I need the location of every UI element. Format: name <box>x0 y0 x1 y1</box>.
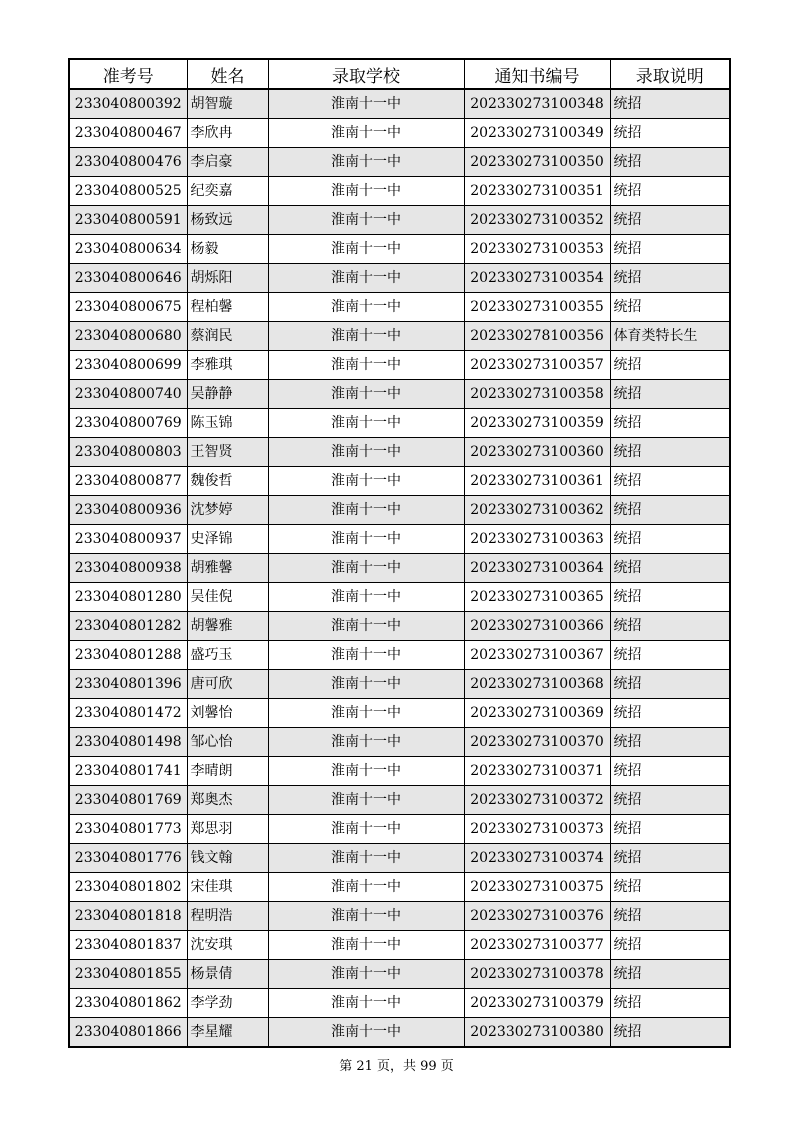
admission-note-cell: 统招 <box>610 786 730 815</box>
exam-number-cell: 233040801280 <box>69 583 187 612</box>
admission-note-cell: 统招 <box>610 235 730 264</box>
school-cell: 淮南十一中 <box>268 525 464 554</box>
exam-number-cell: 233040800675 <box>69 293 187 322</box>
school-cell: 淮南十一中 <box>268 612 464 641</box>
exam-number-cell: 233040800646 <box>69 264 187 293</box>
exam-number-cell: 233040800476 <box>69 148 187 177</box>
school-cell: 淮南十一中 <box>268 670 464 699</box>
school-cell: 淮南十一中 <box>268 293 464 322</box>
name-cell: 胡馨雅 <box>187 612 268 641</box>
table-row <box>69 235 730 264</box>
name-cell: 邹心怡 <box>187 728 268 757</box>
notice-number-cell: 202330273100349 <box>464 119 610 148</box>
school-cell: 淮南十一中 <box>268 641 464 670</box>
admission-note-cell: 统招 <box>610 989 730 1018</box>
school-cell: 淮南十一中 <box>268 902 464 931</box>
school-cell: 淮南十一中 <box>268 960 464 989</box>
exam-number-cell: 233040801866 <box>69 1018 187 1048</box>
notice-number-cell: 202330273100363 <box>464 525 610 554</box>
name-cell: 杨毅 <box>187 235 268 264</box>
notice-number-cell: 202330273100358 <box>464 380 610 409</box>
notice-number-cell: 202330273100380 <box>464 1018 610 1048</box>
name-cell: 蔡润民 <box>187 322 268 351</box>
school-cell: 淮南十一中 <box>268 380 464 409</box>
exam-number-cell: 233040801498 <box>69 728 187 757</box>
school-cell: 淮南十一中 <box>268 351 464 380</box>
notice-number-cell: 202330273100351 <box>464 177 610 206</box>
table-row <box>69 757 730 786</box>
school-cell: 淮南十一中 <box>268 148 464 177</box>
name-cell: 陈玉锦 <box>187 409 268 438</box>
exam-number-cell: 233040800877 <box>69 467 187 496</box>
school-cell: 淮南十一中 <box>268 235 464 264</box>
header-admission-note: 录取说明 <box>610 59 730 89</box>
exam-number-cell: 233040801769 <box>69 786 187 815</box>
table-row <box>69 844 730 873</box>
table-row <box>69 177 730 206</box>
admission-note-cell: 统招 <box>610 815 730 844</box>
notice-number-cell: 202330273100361 <box>464 467 610 496</box>
school-cell: 淮南十一中 <box>268 815 464 844</box>
exam-number-cell: 233040800936 <box>69 496 187 525</box>
notice-number-cell: 202330273100359 <box>464 409 610 438</box>
admission-note-cell: 统招 <box>610 380 730 409</box>
name-cell: 钱文翰 <box>187 844 268 873</box>
school-cell: 淮南十一中 <box>268 989 464 1018</box>
table-row <box>69 351 730 380</box>
table-row <box>69 525 730 554</box>
table-row <box>69 554 730 583</box>
header-admitted-school: 录取学校 <box>268 59 464 89</box>
exam-number-cell: 233040801862 <box>69 989 187 1018</box>
admission-note-cell: 体育类特长生 <box>610 322 730 351</box>
name-cell: 盛巧玉 <box>187 641 268 670</box>
admission-note-cell: 统招 <box>610 409 730 438</box>
notice-number-cell: 202330273100374 <box>464 844 610 873</box>
admission-note-cell: 统招 <box>610 525 730 554</box>
table-row <box>69 1018 730 1048</box>
notice-number-cell: 202330273100350 <box>464 148 610 177</box>
table-row <box>69 322 730 351</box>
table-row <box>69 496 730 525</box>
school-cell: 淮南十一中 <box>268 322 464 351</box>
notice-number-cell: 202330273100367 <box>464 641 610 670</box>
exam-number-cell: 233040801396 <box>69 670 187 699</box>
admission-note-cell: 统招 <box>610 873 730 902</box>
school-cell: 淮南十一中 <box>268 177 464 206</box>
exam-number-cell: 233040800634 <box>69 235 187 264</box>
name-cell: 程明浩 <box>187 902 268 931</box>
name-cell: 唐可欣 <box>187 670 268 699</box>
name-cell: 李晴朗 <box>187 757 268 786</box>
notice-number-cell: 202330273100360 <box>464 438 610 467</box>
exam-number-cell: 233040801776 <box>69 844 187 873</box>
admission-note-cell: 统招 <box>610 119 730 148</box>
name-cell: 李欣冉 <box>187 119 268 148</box>
admission-note-cell: 统招 <box>610 641 730 670</box>
name-cell: 郑奥杰 <box>187 786 268 815</box>
exam-number-cell: 233040800467 <box>69 119 187 148</box>
school-cell: 淮南十一中 <box>268 206 464 235</box>
school-cell: 淮南十一中 <box>268 438 464 467</box>
admission-note-cell: 统招 <box>610 264 730 293</box>
exam-number-cell: 233040801773 <box>69 815 187 844</box>
name-cell: 王智贤 <box>187 438 268 467</box>
school-cell: 淮南十一中 <box>268 873 464 902</box>
exam-number-cell: 233040800591 <box>69 206 187 235</box>
admission-note-cell: 统招 <box>610 351 730 380</box>
table-row <box>69 873 730 902</box>
exam-number-cell: 233040800803 <box>69 438 187 467</box>
table-row <box>69 438 730 467</box>
name-cell: 李启豪 <box>187 148 268 177</box>
table-row <box>69 641 730 670</box>
school-cell: 淮南十一中 <box>268 264 464 293</box>
name-cell: 吴静静 <box>187 380 268 409</box>
table-row <box>69 583 730 612</box>
notice-number-cell: 202330273100353 <box>464 235 610 264</box>
exam-number-cell: 233040800938 <box>69 554 187 583</box>
page-footer: 第 21 页，共 99 页 <box>339 1059 454 1074</box>
table-row <box>69 206 730 235</box>
notice-number-cell: 202330273100362 <box>464 496 610 525</box>
notice-number-cell: 202330273100377 <box>464 931 610 960</box>
name-cell: 宋佳琪 <box>187 873 268 902</box>
notice-number-cell: 202330273100370 <box>464 728 610 757</box>
table-row <box>69 293 730 322</box>
admission-note-cell: 统招 <box>610 612 730 641</box>
school-cell: 淮南十一中 <box>268 786 464 815</box>
name-cell: 胡智璇 <box>187 89 268 119</box>
school-cell: 淮南十一中 <box>268 409 464 438</box>
admission-note-cell: 统招 <box>610 902 730 931</box>
school-cell: 淮南十一中 <box>268 844 464 873</box>
notice-number-cell: 202330273100348 <box>464 89 610 119</box>
notice-number-cell: 202330273100365 <box>464 583 610 612</box>
header-name: 姓名 <box>187 59 268 89</box>
admission-note-cell: 统招 <box>610 467 730 496</box>
admission-note-cell: 统招 <box>610 931 730 960</box>
name-cell: 沈安琪 <box>187 931 268 960</box>
admission-note-cell: 统招 <box>610 1018 730 1048</box>
admission-note-cell: 统招 <box>610 496 730 525</box>
exam-number-cell: 233040801282 <box>69 612 187 641</box>
school-cell: 淮南十一中 <box>268 1018 464 1048</box>
table-row <box>69 119 730 148</box>
name-cell: 郑思羽 <box>187 815 268 844</box>
notice-number-cell: 202330273100352 <box>464 206 610 235</box>
table-row <box>69 786 730 815</box>
notice-number-cell: 202330273100376 <box>464 902 610 931</box>
name-cell: 刘馨怡 <box>187 699 268 728</box>
notice-number-cell: 202330273100357 <box>464 351 610 380</box>
name-cell: 胡雅馨 <box>187 554 268 583</box>
admission-note-cell: 统招 <box>610 89 730 119</box>
exam-number-cell: 233040801472 <box>69 699 187 728</box>
notice-number-cell: 202330273100364 <box>464 554 610 583</box>
admission-note-cell: 统招 <box>610 670 730 699</box>
exam-number-cell: 233040800525 <box>69 177 187 206</box>
table-row <box>69 380 730 409</box>
exam-number-cell: 233040801818 <box>69 902 187 931</box>
school-cell: 淮南十一中 <box>268 757 464 786</box>
admission-note-cell: 统招 <box>610 583 730 612</box>
school-cell: 淮南十一中 <box>268 728 464 757</box>
notice-number-cell: 202330273100378 <box>464 960 610 989</box>
name-cell: 程柏馨 <box>187 293 268 322</box>
name-cell: 杨致远 <box>187 206 268 235</box>
admission-table <box>68 58 731 1048</box>
notice-number-cell: 202330273100372 <box>464 786 610 815</box>
notice-number-cell: 202330273100368 <box>464 670 610 699</box>
admission-note-cell: 统招 <box>610 206 730 235</box>
admission-note-cell: 统招 <box>610 438 730 467</box>
name-cell: 沈梦婷 <box>187 496 268 525</box>
school-cell: 淮南十一中 <box>268 467 464 496</box>
exam-number-cell: 233040801288 <box>69 641 187 670</box>
name-cell: 李学劲 <box>187 989 268 1018</box>
exam-number-cell: 233040800699 <box>69 351 187 380</box>
table-row <box>69 89 730 119</box>
table-row <box>69 148 730 177</box>
school-cell: 淮南十一中 <box>268 554 464 583</box>
admission-note-cell: 统招 <box>610 554 730 583</box>
table-header-row <box>69 59 730 89</box>
table-row <box>69 960 730 989</box>
name-cell: 李星耀 <box>187 1018 268 1048</box>
table-row <box>69 902 730 931</box>
school-cell: 淮南十一中 <box>268 583 464 612</box>
exam-number-cell: 233040800937 <box>69 525 187 554</box>
name-cell: 魏俊哲 <box>187 467 268 496</box>
notice-number-cell: 202330278100356 <box>464 322 610 351</box>
admission-note-cell: 统招 <box>610 728 730 757</box>
header-exam-number: 准考号 <box>69 59 187 89</box>
notice-number-cell: 202330273100371 <box>464 757 610 786</box>
name-cell: 李雅琪 <box>187 351 268 380</box>
notice-number-cell: 202330273100355 <box>464 293 610 322</box>
school-cell: 淮南十一中 <box>268 496 464 525</box>
school-cell: 淮南十一中 <box>268 931 464 960</box>
name-cell: 胡烁阳 <box>187 264 268 293</box>
exam-number-cell: 233040801802 <box>69 873 187 902</box>
exam-number-cell: 233040800392 <box>69 89 187 119</box>
exam-number-cell: 233040801855 <box>69 960 187 989</box>
admission-note-cell: 统招 <box>610 960 730 989</box>
table-row <box>69 699 730 728</box>
name-cell: 纪奕嘉 <box>187 177 268 206</box>
exam-number-cell: 233040800769 <box>69 409 187 438</box>
table-row <box>69 264 730 293</box>
admission-note-cell: 统招 <box>610 293 730 322</box>
notice-number-cell: 202330273100373 <box>464 815 610 844</box>
name-cell: 吴佳倪 <box>187 583 268 612</box>
admission-note-cell: 统招 <box>610 177 730 206</box>
header-notice-number: 通知书编号 <box>464 59 610 89</box>
exam-number-cell: 233040800740 <box>69 380 187 409</box>
admission-note-cell: 统招 <box>610 844 730 873</box>
notice-number-cell: 202330273100379 <box>464 989 610 1018</box>
table-row <box>69 931 730 960</box>
school-cell: 淮南十一中 <box>268 119 464 148</box>
notice-number-cell: 202330273100369 <box>464 699 610 728</box>
table-row <box>69 989 730 1018</box>
name-cell: 史泽锦 <box>187 525 268 554</box>
table-row <box>69 728 730 757</box>
admission-note-cell: 统招 <box>610 757 730 786</box>
school-cell: 淮南十一中 <box>268 699 464 728</box>
exam-number-cell: 233040801741 <box>69 757 187 786</box>
admission-table-container <box>68 58 731 1048</box>
name-cell: 杨景倩 <box>187 960 268 989</box>
table-row <box>69 612 730 641</box>
table-row <box>69 409 730 438</box>
table-row <box>69 670 730 699</box>
notice-number-cell: 202330273100366 <box>464 612 610 641</box>
admission-note-cell: 统招 <box>610 699 730 728</box>
exam-number-cell: 233040801837 <box>69 931 187 960</box>
table-body <box>69 89 730 1047</box>
table-row <box>69 467 730 496</box>
exam-number-cell: 233040800680 <box>69 322 187 351</box>
school-cell: 淮南十一中 <box>268 89 464 119</box>
admission-note-cell: 统招 <box>610 148 730 177</box>
table-row <box>69 815 730 844</box>
notice-number-cell: 202330273100354 <box>464 264 610 293</box>
notice-number-cell: 202330273100375 <box>464 873 610 902</box>
